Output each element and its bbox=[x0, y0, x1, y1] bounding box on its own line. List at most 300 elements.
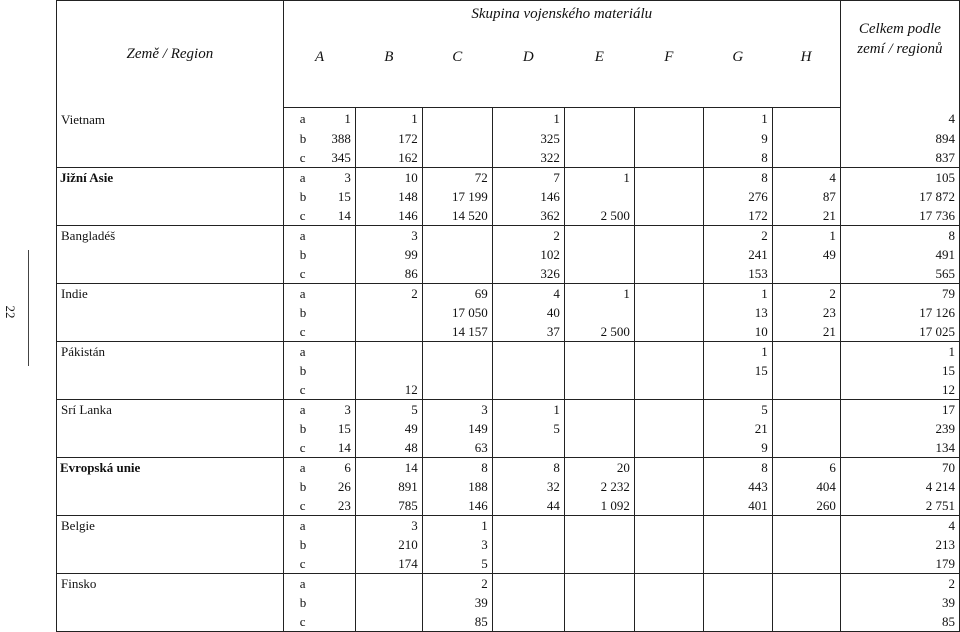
code-cell: b bbox=[299, 362, 307, 378]
value-cell bbox=[315, 593, 356, 612]
value-cell bbox=[422, 361, 492, 380]
region-cell bbox=[57, 361, 284, 380]
value-cell bbox=[703, 554, 772, 574]
value-cell bbox=[634, 554, 703, 574]
total-cell: 85 bbox=[840, 612, 959, 632]
category-header-a: A bbox=[283, 35, 355, 108]
total-cell: 8 bbox=[840, 225, 959, 245]
value-cell bbox=[634, 108, 703, 129]
total-cell: 15 bbox=[840, 361, 959, 380]
code-cell: b bbox=[299, 478, 307, 494]
value-cell bbox=[772, 108, 840, 129]
total-cell: 70 bbox=[840, 457, 959, 477]
table-body bbox=[57, 108, 960, 632]
value-cell: 8 bbox=[703, 457, 772, 477]
value-cell bbox=[564, 129, 634, 148]
region-cell bbox=[57, 419, 284, 438]
value-cell bbox=[492, 361, 564, 380]
value-cell bbox=[492, 535, 564, 554]
total-cell: 1 bbox=[840, 341, 959, 361]
value-cell: 149 bbox=[422, 419, 492, 438]
table-row bbox=[57, 167, 960, 187]
value-cell: 3 bbox=[355, 225, 422, 245]
value-cell: 49 bbox=[355, 419, 422, 438]
table-row bbox=[57, 303, 960, 322]
code-cell: a bbox=[283, 399, 314, 419]
value-cell bbox=[634, 380, 703, 400]
value-cell bbox=[315, 535, 356, 554]
value-cell bbox=[634, 515, 703, 535]
value-cell: 23 bbox=[772, 303, 840, 322]
code-cell: c bbox=[299, 149, 306, 165]
value-cell bbox=[634, 612, 703, 632]
value-cell bbox=[315, 573, 356, 593]
total-cell: 491 bbox=[840, 245, 959, 264]
category-header-h: H bbox=[772, 35, 840, 108]
value-cell: 322 bbox=[492, 148, 564, 168]
value-cell: 276 bbox=[703, 187, 772, 206]
value-cell: 5 bbox=[422, 554, 492, 574]
value-cell bbox=[772, 399, 840, 419]
total-cell: 17 025 bbox=[840, 322, 959, 342]
value-cell: 172 bbox=[355, 129, 422, 148]
total-cell: 4 bbox=[840, 515, 959, 535]
value-cell: 1 bbox=[703, 341, 772, 361]
table-row bbox=[57, 187, 960, 206]
value-cell bbox=[634, 148, 703, 168]
value-cell bbox=[564, 419, 634, 438]
region-cell bbox=[57, 187, 284, 206]
total-cell: 105 bbox=[840, 167, 959, 187]
value-cell bbox=[772, 341, 840, 361]
value-cell: 345 bbox=[315, 148, 356, 168]
region-cell bbox=[57, 554, 284, 574]
region-cell: Belgie bbox=[57, 515, 284, 535]
value-cell bbox=[703, 380, 772, 400]
value-cell bbox=[703, 612, 772, 632]
value-cell: 5 bbox=[492, 419, 564, 438]
value-cell bbox=[564, 515, 634, 535]
table-row bbox=[57, 245, 960, 264]
value-cell: 2 bbox=[492, 225, 564, 245]
value-cell: 8 bbox=[703, 148, 772, 168]
value-cell bbox=[772, 148, 840, 168]
value-cell: 21 bbox=[703, 419, 772, 438]
code-cell: b bbox=[299, 188, 307, 204]
value-cell: 162 bbox=[355, 148, 422, 168]
value-cell bbox=[355, 341, 422, 361]
value-cell: 6 bbox=[772, 457, 840, 477]
value-cell bbox=[492, 593, 564, 612]
value-cell: 87 bbox=[772, 187, 840, 206]
value-cell bbox=[634, 264, 703, 284]
value-cell: 14 bbox=[355, 457, 422, 477]
value-cell bbox=[422, 108, 492, 129]
region-cell bbox=[57, 535, 284, 554]
code-cell: a bbox=[283, 341, 314, 361]
value-cell: 146 bbox=[355, 206, 422, 226]
table-row bbox=[57, 264, 960, 284]
code-cell: c bbox=[299, 497, 306, 513]
code-cell: c bbox=[283, 612, 314, 632]
value-cell: 362 bbox=[492, 206, 564, 226]
value-cell: 37 bbox=[492, 322, 564, 342]
value-cell bbox=[634, 593, 703, 612]
value-cell bbox=[422, 245, 492, 264]
value-cell: 388 bbox=[315, 129, 356, 148]
value-cell: 188 bbox=[422, 477, 492, 496]
table-row bbox=[57, 515, 960, 535]
region-cell: Srí Lanka bbox=[57, 399, 284, 419]
page-number: 22 bbox=[3, 305, 18, 319]
value-cell: 8 bbox=[422, 457, 492, 477]
value-cell bbox=[772, 593, 840, 612]
value-cell: 85 bbox=[422, 612, 492, 632]
total-cell: 239 bbox=[840, 419, 959, 438]
value-cell bbox=[634, 573, 703, 593]
value-cell: 785 bbox=[355, 496, 422, 516]
value-cell: 1 bbox=[703, 283, 772, 303]
value-cell bbox=[564, 148, 634, 168]
total-cell: 213 bbox=[840, 535, 959, 554]
value-cell bbox=[564, 535, 634, 554]
table-row bbox=[57, 129, 960, 148]
value-cell bbox=[634, 283, 703, 303]
value-cell bbox=[492, 573, 564, 593]
value-cell: 39 bbox=[422, 593, 492, 612]
code-cell: b bbox=[299, 304, 307, 320]
value-cell bbox=[634, 303, 703, 322]
value-cell: 2 500 bbox=[564, 206, 634, 226]
value-cell: 48 bbox=[355, 438, 422, 458]
value-cell bbox=[564, 225, 634, 245]
value-cell bbox=[315, 264, 356, 284]
value-cell bbox=[315, 515, 356, 535]
value-cell bbox=[564, 108, 634, 129]
value-cell: 17 050 bbox=[422, 303, 492, 322]
value-cell: 172 bbox=[703, 206, 772, 226]
value-cell bbox=[422, 148, 492, 168]
table-row bbox=[57, 573, 960, 593]
code-cell: b bbox=[299, 536, 307, 552]
value-cell bbox=[315, 554, 356, 574]
value-cell bbox=[315, 225, 356, 245]
value-cell: 4 bbox=[492, 283, 564, 303]
value-cell: 4 bbox=[772, 167, 840, 187]
total-cell: 2 751 bbox=[840, 496, 959, 516]
value-cell: 17 199 bbox=[422, 187, 492, 206]
value-cell: 260 bbox=[772, 496, 840, 516]
table-row bbox=[57, 399, 960, 419]
table-row bbox=[57, 593, 960, 612]
code-cell: a bbox=[283, 515, 314, 535]
value-cell bbox=[564, 399, 634, 419]
category-header-b: B bbox=[355, 35, 422, 108]
table-row bbox=[57, 148, 960, 168]
value-cell: 2 500 bbox=[564, 322, 634, 342]
value-cell bbox=[772, 419, 840, 438]
value-cell: 1 092 bbox=[564, 496, 634, 516]
value-cell: 20 bbox=[564, 457, 634, 477]
value-cell: 72 bbox=[422, 167, 492, 187]
total-cell: 39 bbox=[840, 593, 959, 612]
value-cell: 15 bbox=[703, 361, 772, 380]
table-row bbox=[57, 419, 960, 438]
value-cell: 146 bbox=[422, 496, 492, 516]
value-cell bbox=[772, 264, 840, 284]
total-cell: 2 bbox=[840, 573, 959, 593]
value-cell: 5 bbox=[355, 399, 422, 419]
value-cell: 14 bbox=[315, 438, 356, 458]
value-cell: 404 bbox=[772, 477, 840, 496]
value-cell: 26 bbox=[315, 477, 356, 496]
region-cell bbox=[57, 477, 284, 496]
value-cell bbox=[634, 245, 703, 264]
total-cell: 565 bbox=[840, 264, 959, 284]
region-cell bbox=[57, 206, 284, 226]
value-cell bbox=[355, 361, 422, 380]
total-cell: 179 bbox=[840, 554, 959, 574]
value-cell bbox=[492, 438, 564, 458]
value-cell bbox=[564, 341, 634, 361]
military-material-table bbox=[56, 0, 960, 632]
value-cell: 401 bbox=[703, 496, 772, 516]
value-cell: 32 bbox=[492, 477, 564, 496]
value-cell: 1 bbox=[703, 108, 772, 129]
table-row bbox=[57, 535, 960, 554]
category-header-c: C bbox=[422, 35, 492, 108]
value-cell bbox=[564, 573, 634, 593]
value-cell bbox=[772, 515, 840, 535]
value-cell: 8 bbox=[703, 167, 772, 187]
table-row bbox=[57, 457, 960, 477]
value-cell: 14 520 bbox=[422, 206, 492, 226]
table-row bbox=[57, 554, 960, 574]
total-cell: 4 214 bbox=[840, 477, 959, 496]
value-cell: 6 bbox=[315, 457, 356, 477]
value-cell: 153 bbox=[703, 264, 772, 284]
total-cell: 79 bbox=[840, 283, 959, 303]
value-cell: 3 bbox=[422, 399, 492, 419]
value-cell: 40 bbox=[492, 303, 564, 322]
value-cell: 8 bbox=[492, 457, 564, 477]
value-cell bbox=[634, 361, 703, 380]
value-cell bbox=[772, 129, 840, 148]
value-cell: 9 bbox=[703, 129, 772, 148]
value-cell bbox=[634, 167, 703, 187]
value-cell bbox=[634, 457, 703, 477]
table-row bbox=[57, 477, 960, 496]
region-cell bbox=[57, 322, 284, 342]
value-cell bbox=[634, 206, 703, 226]
value-cell: 1 bbox=[492, 399, 564, 419]
region-cell: Evropská unie bbox=[57, 457, 284, 477]
value-cell: 44 bbox=[492, 496, 564, 516]
total-cell: 134 bbox=[840, 438, 959, 458]
value-cell: 148 bbox=[355, 187, 422, 206]
value-cell bbox=[564, 245, 634, 264]
total-cell: 4 bbox=[840, 108, 959, 129]
code-cell: c bbox=[299, 439, 306, 455]
region-cell: Indie bbox=[57, 283, 284, 303]
code-cell: c bbox=[299, 555, 306, 571]
value-cell bbox=[634, 438, 703, 458]
value-cell: 3 bbox=[355, 515, 422, 535]
table-row bbox=[57, 283, 960, 303]
value-cell bbox=[703, 515, 772, 535]
table-row bbox=[57, 612, 960, 632]
value-cell: 49 bbox=[772, 245, 840, 264]
value-cell bbox=[564, 612, 634, 632]
region-cell bbox=[57, 380, 284, 400]
value-cell: 891 bbox=[355, 477, 422, 496]
value-cell: 10 bbox=[703, 322, 772, 342]
value-cell: 2 232 bbox=[564, 477, 634, 496]
value-cell bbox=[634, 535, 703, 554]
material-group-header: Skupina vojenského materiálu bbox=[283, 1, 840, 36]
value-cell: 7 bbox=[492, 167, 564, 187]
category-header-e: E bbox=[564, 35, 634, 108]
value-cell bbox=[564, 303, 634, 322]
value-cell bbox=[634, 322, 703, 342]
value-cell bbox=[703, 535, 772, 554]
total-cell: 17 bbox=[840, 399, 959, 419]
value-cell bbox=[315, 283, 356, 303]
value-cell bbox=[492, 554, 564, 574]
value-cell: 443 bbox=[703, 477, 772, 496]
region-column-header: Země / Region bbox=[57, 1, 284, 108]
region-cell bbox=[57, 496, 284, 516]
value-cell bbox=[315, 303, 356, 322]
value-cell bbox=[315, 341, 356, 361]
value-cell: 15 bbox=[315, 187, 356, 206]
value-cell bbox=[492, 341, 564, 361]
value-cell bbox=[422, 129, 492, 148]
value-cell bbox=[422, 380, 492, 400]
value-cell: 2 bbox=[703, 225, 772, 245]
code-cell: c bbox=[299, 323, 306, 339]
region-cell bbox=[57, 264, 284, 284]
code-cell: a bbox=[283, 283, 314, 303]
value-cell bbox=[422, 225, 492, 245]
value-cell bbox=[315, 245, 356, 264]
value-cell: 5 bbox=[703, 399, 772, 419]
value-cell: 2 bbox=[355, 283, 422, 303]
total-cell: 837 bbox=[840, 148, 959, 168]
value-cell: 102 bbox=[492, 245, 564, 264]
value-cell: 174 bbox=[355, 554, 422, 574]
value-cell bbox=[634, 477, 703, 496]
value-cell bbox=[315, 612, 356, 632]
code-cell: c bbox=[299, 207, 306, 223]
region-cell bbox=[57, 129, 284, 148]
value-cell bbox=[492, 515, 564, 535]
total-cell: 894 bbox=[840, 129, 959, 148]
table-row bbox=[57, 206, 960, 226]
value-cell: 326 bbox=[492, 264, 564, 284]
region-cell: Jižní Asie bbox=[57, 167, 284, 187]
value-cell: 1 bbox=[422, 515, 492, 535]
value-cell bbox=[564, 593, 634, 612]
region-cell: Vietnam bbox=[57, 108, 284, 129]
total-cell: 17 126 bbox=[840, 303, 959, 322]
value-cell bbox=[772, 380, 840, 400]
code-cell: c bbox=[299, 381, 306, 397]
value-cell: 69 bbox=[422, 283, 492, 303]
value-cell bbox=[422, 341, 492, 361]
region-cell bbox=[57, 438, 284, 458]
value-cell bbox=[564, 187, 634, 206]
table-row bbox=[57, 225, 960, 245]
code-cell: b bbox=[299, 420, 307, 436]
region-cell: Finsko bbox=[57, 573, 284, 593]
region-cell bbox=[57, 245, 284, 264]
table-row bbox=[57, 380, 960, 400]
value-cell: 99 bbox=[355, 245, 422, 264]
table-row bbox=[57, 108, 960, 129]
value-cell: 15 bbox=[315, 419, 356, 438]
value-cell bbox=[634, 419, 703, 438]
value-cell: 325 bbox=[492, 129, 564, 148]
value-cell bbox=[634, 399, 703, 419]
value-cell: 10 bbox=[355, 167, 422, 187]
region-cell bbox=[57, 612, 284, 632]
value-cell bbox=[355, 322, 422, 342]
value-cell: 12 bbox=[355, 380, 422, 400]
value-cell: 3 bbox=[315, 167, 356, 187]
table-row bbox=[57, 496, 960, 516]
region-cell bbox=[57, 148, 284, 168]
value-cell: 9 bbox=[703, 438, 772, 458]
total-cell: 12 bbox=[840, 380, 959, 400]
value-cell: 241 bbox=[703, 245, 772, 264]
value-cell: 1 bbox=[355, 108, 422, 129]
value-cell bbox=[564, 438, 634, 458]
value-cell bbox=[355, 593, 422, 612]
value-cell: 146 bbox=[492, 187, 564, 206]
value-cell: 1 bbox=[315, 108, 356, 129]
value-cell bbox=[315, 322, 356, 342]
total-cell: 17 872 bbox=[840, 187, 959, 206]
value-cell bbox=[564, 264, 634, 284]
category-header-f: F bbox=[634, 35, 703, 108]
value-cell: 14 157 bbox=[422, 322, 492, 342]
table-row bbox=[57, 341, 960, 361]
value-cell: 1 bbox=[492, 108, 564, 129]
value-cell: 14 bbox=[315, 206, 356, 226]
value-cell bbox=[355, 573, 422, 593]
category-header-d: D bbox=[492, 35, 564, 108]
code-cell: b bbox=[299, 130, 307, 146]
value-cell bbox=[634, 496, 703, 516]
value-cell bbox=[772, 573, 840, 593]
code-cell: b bbox=[299, 594, 307, 610]
category-header-g: G bbox=[703, 35, 772, 108]
page-number-rule bbox=[28, 250, 29, 366]
value-cell: 210 bbox=[355, 535, 422, 554]
value-cell: 23 bbox=[315, 496, 356, 516]
value-cell: 2 bbox=[772, 283, 840, 303]
value-cell: 21 bbox=[772, 206, 840, 226]
code-cell: b bbox=[299, 246, 307, 262]
value-cell: 1 bbox=[772, 225, 840, 245]
code-cell: c bbox=[299, 265, 306, 281]
region-cell: Pákistán bbox=[57, 341, 284, 361]
table-row bbox=[57, 322, 960, 342]
value-cell: 21 bbox=[772, 322, 840, 342]
value-cell bbox=[772, 554, 840, 574]
value-cell: 1 bbox=[564, 167, 634, 187]
